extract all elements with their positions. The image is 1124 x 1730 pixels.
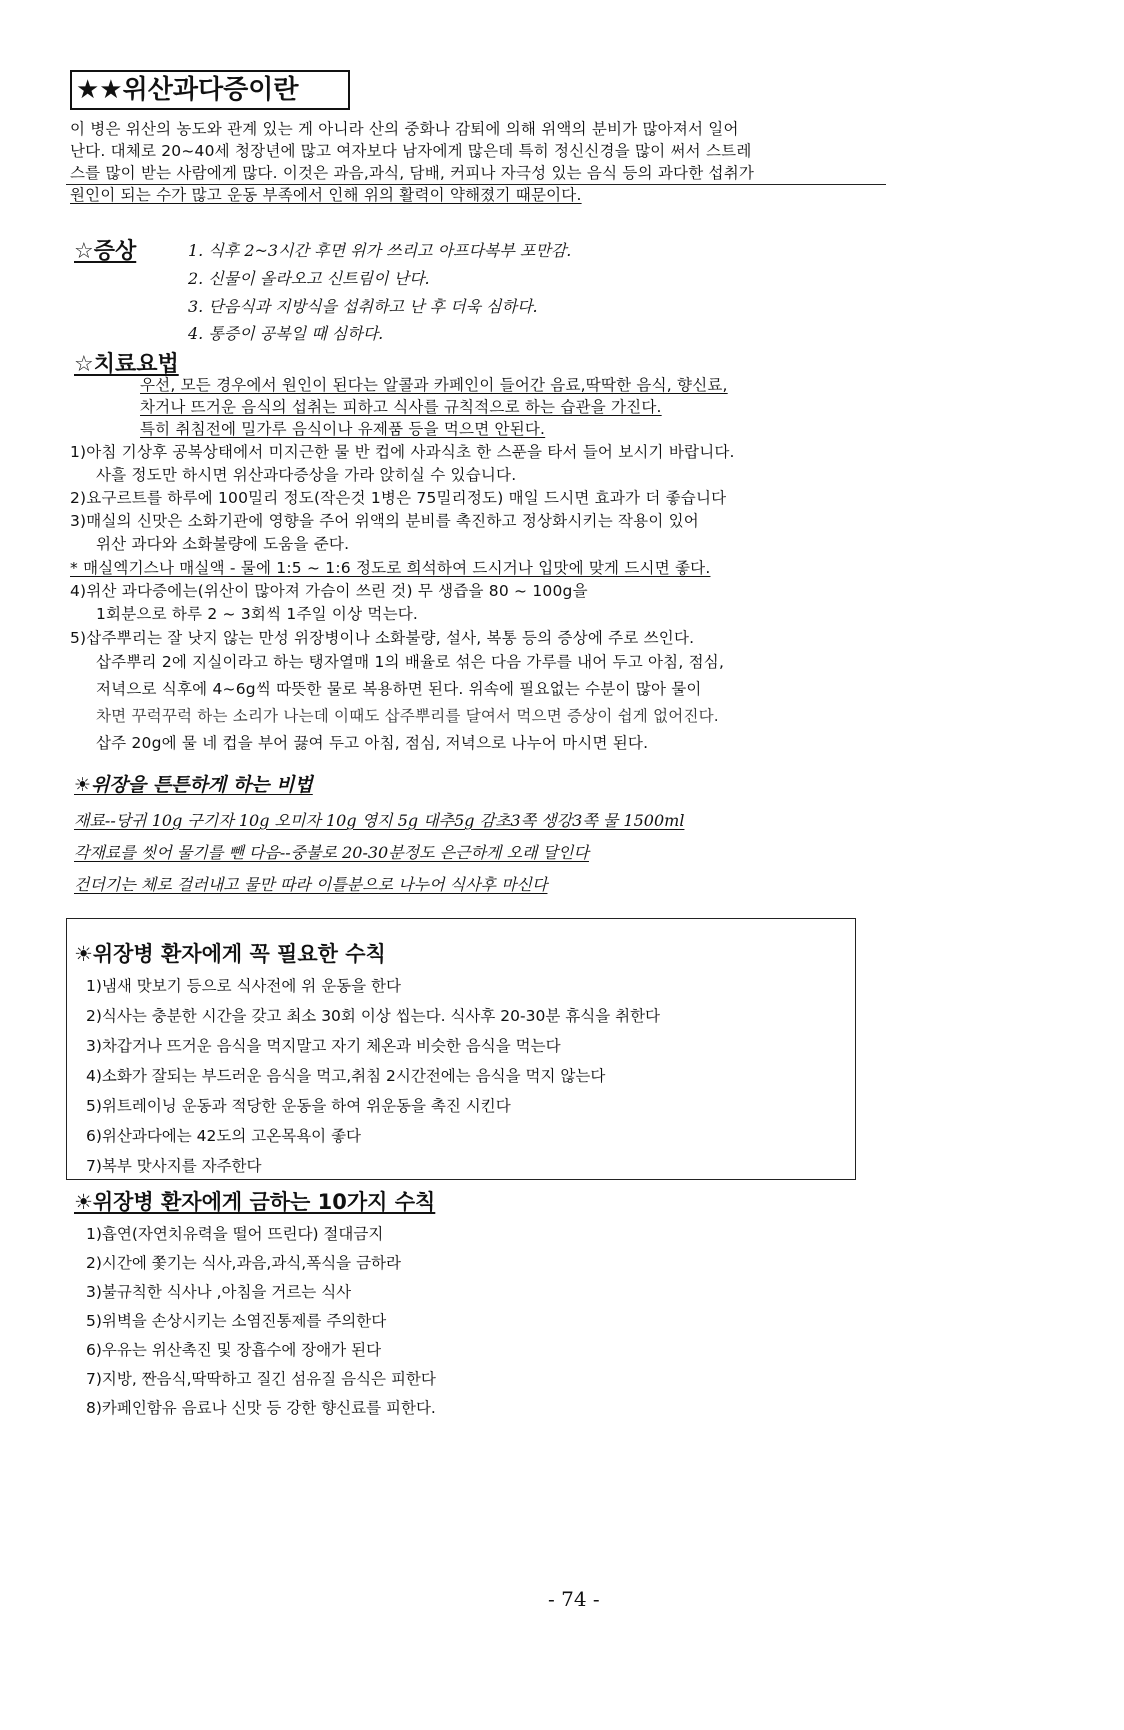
symptom-item: 3. 단음식과 지방식을 섭취하고 난 후 더욱 심하다. [188,297,538,316]
page-number: - 74 - [548,1587,600,1611]
forbidden-rule: 7)지방, 짠음식,딱딱하고 질긴 섬유질 음식은 피한다 [86,1370,436,1388]
treatment-line: 4)위산 과다증에는(위산이 많아져 가슴이 쓰린 것) 무 생즙을 80 ~ 100g을 [70,582,588,600]
treatment-line: 저녁으로 식후에 4~6g씩 따뜻한 물로 복용하면 된다. 위속에 필요없는 수분이 많아 물이 [96,680,702,698]
required-rule: 6)위산과다에는 42도의 고온목욕이 좋다 [86,1127,362,1145]
forbidden-rule: 6)우유는 위산촉진 및 장흡수에 장애가 된다 [86,1341,382,1359]
page-title: ★★위산과다증이란 [70,70,350,110]
treatment-lead: 차거나 뜨거운 음식의 섭취는 피하고 식사를 규칙적으로 하는 습관을 가진다. [140,398,662,416]
symptoms-heading: ☆증상 [74,239,137,264]
forbidden-rule: 1)흡연(자연치유력을 떨어 뜨린다) 절대금지 [86,1225,384,1243]
required-rule: 4)소화가 잘되는 부드러운 음식을 먹고,취침 2시간전에는 음식을 먹지 않는다 [86,1067,606,1085]
treatment-line: 5)삽주뿌리는 잘 낫지 않는 만성 위장병이나 소화불량, 설사, 복통 등의 증상에 주로 쓰인다. [70,629,695,647]
required-rule: 7)복부 맛사지를 자주한다 [86,1157,262,1175]
forbidden-rules-heading: ☀위장병 환자에게 금하는 10가지 수칙 [74,1190,436,1214]
forbidden-rule: 2)시간에 쫓기는 식사,과음,과식,폭식을 금하라 [86,1254,401,1272]
treatment-line: 삽주 20g에 물 네 컵을 부어 끓여 두고 아침, 점심, 저녁으로 나누어 마시면 된다. [96,734,649,752]
treatment-heading: ☆치료요법 [74,352,179,377]
required-rule: 3)차갑거나 뜨거운 음식을 먹지말고 자기 체온과 비슷한 음식을 먹는다 [86,1037,561,1055]
treatment-line: 1)아침 기상후 공복상태에서 미지근한 물 반 컵에 사과식초 한 스푼을 타서 들어 보시기 바랍니다. [70,443,735,461]
treatment-line: 차면 꾸럭꾸럭 하는 소리가 나는데 이때도 삽주뿌리를 달여서 먹으면 증상이 쉽게 없어진다. [96,707,719,725]
treatment-line: 위산 과다와 소화불량에 도움을 준다. [96,535,350,553]
divider [66,184,886,185]
treatment-line: 3)매실의 신맛은 소화기관에 영향을 주어 위액의 분비를 촉진하고 정상화시키는 작용이 있어 [70,512,699,530]
treatment-line: 2)요구르트를 하루에 100밀리 정도(작은것 1병은 75밀리정도) 매일 드시면 효과가 더 좋습니다 [70,489,727,507]
secret-line: 재료--당귀 10g 구기자 10g 오미자 10g 영지 5g 대추5g 감초3쪽 생강3쪽 물 1500ml [74,811,685,830]
symptom-item: 2. 신물이 올라오고 신트림이 난다. [188,269,430,288]
secret-line: 각재료를 씻어 물기를 뺀 다음--중불로 20-30분정도 은근하게 오래 달인다 [74,843,589,862]
secret-line: 건더기는 체로 걸러내고 물만 따라 이틀분으로 나누어 식사후 마신다 [74,875,548,894]
treatment-line: 사흘 정도만 하시면 위산과다증상을 가라 앉히실 수 있습니다. [96,466,517,484]
treatment-lead: 우선, 모든 경우에서 원인이 된다는 알콜과 카페인이 들어간 음료,딱딱한 음식, 향신료, [140,376,728,394]
treatment-lead: 특히 취침전에 밀가루 음식이나 유제품 등을 먹으면 안된다. [140,420,546,438]
intro-line: 스를 많이 받는 사람에게 많다. 이것은 과음,과식, 담배, 커피나 자극성 있는 음식 등의 과다한 섭취가 [70,164,755,182]
forbidden-rule: 5)위벽을 손상시키는 소염진통제를 주의한다 [86,1312,387,1330]
forbidden-rule: 3)불규칙한 식사나 ,아침을 거르는 식사 [86,1283,352,1301]
required-rule: 2)식사는 충분한 시간을 갖고 최소 30회 이상 씹는다. 식사후 20-30분 휴식을 취한다 [86,1007,661,1025]
intro-line: 이 병은 위산의 농도와 관계 있는 게 아니라 산의 중화나 감퇴에 의해 위액의 분비가 많아져서 일어 [70,120,739,138]
intro-line: 원인이 되는 수가 많고 운동 부족에서 인해 위의 활력이 약해졌기 때문이다. [70,186,582,204]
required-rule: 1)냄새 맛보기 등으로 식사전에 위 운동을 한다 [86,977,401,995]
forbidden-rule: 8)카페인함유 음료나 신맛 등 강한 향신료를 피한다. [86,1399,436,1417]
treatment-line: * 매실엑기스나 매실액 - 물에 1:5 ~ 1:6 정도로 희석하여 드시거나 입맛에 맞게 드시면 좋다. [70,559,711,577]
required-rule: 5)위트레이닝 운동과 적당한 운동을 하여 위운동을 촉진 시킨다 [86,1097,511,1115]
symptom-item: 1. 식후 2~3시간 후면 위가 쓰리고 아프다복부 포만감. [188,241,572,260]
required-rules-heading: ☀위장병 환자에게 꼭 필요한 수칙 [74,942,386,966]
treatment-line: 1회분으로 하루 2 ~ 3회씩 1주일 이상 먹는다. [96,605,419,623]
secret-heading: ☀위장을 튼튼하게 하는 비법 [74,774,313,796]
symptom-item: 4. 통증이 공복일 때 심하다. [188,324,384,343]
treatment-line: 삽주뿌리 2에 지실이라고 하는 탱자열매 1의 배율로 섞은 다음 가루를 내어 두고 아침, 점심, [96,653,725,671]
intro-line: 난다. 대체로 20~40세 청장년에 많고 여자보다 남자에게 많은데 특히 정신신경을 많이 써서 스트레 [70,142,752,160]
